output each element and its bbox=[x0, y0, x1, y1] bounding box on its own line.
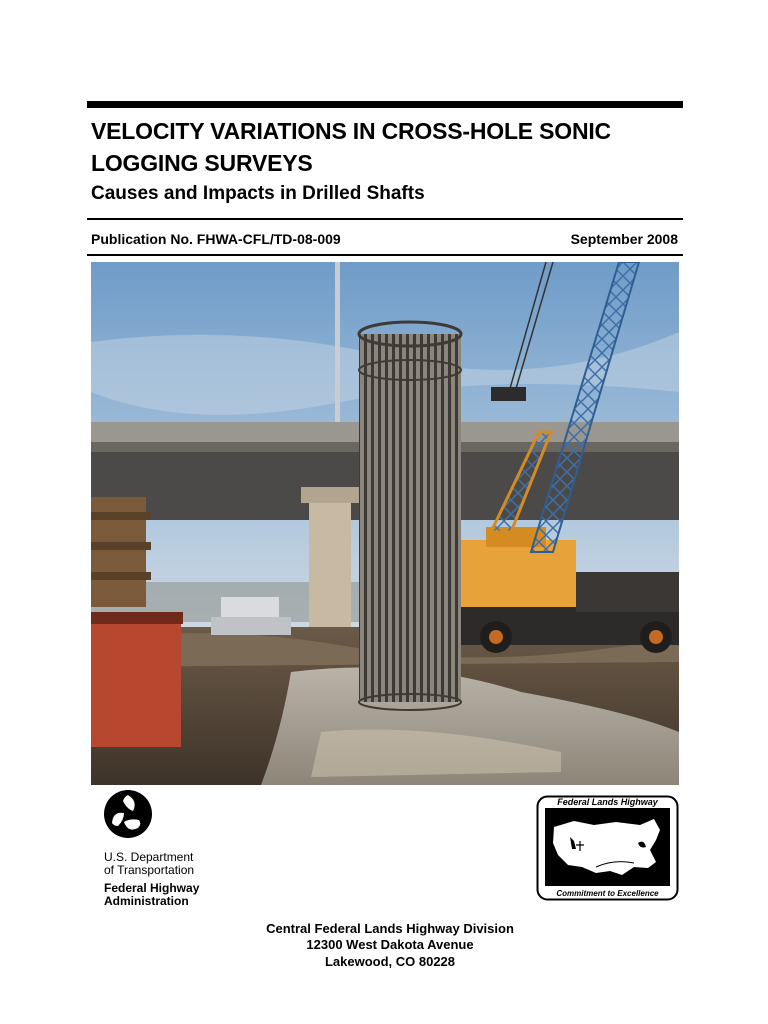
divider-rule-lower bbox=[87, 254, 683, 256]
address-line-3: Lakewood, CO 80228 bbox=[324, 954, 456, 969]
federal-lands-highway-logo bbox=[536, 795, 679, 901]
cover-photo bbox=[91, 262, 679, 785]
top-rule bbox=[87, 101, 683, 108]
flh-logo-top-text: Federal Lands Highway bbox=[557, 797, 658, 807]
title-line-1: VELOCITY VARIATIONS IN CROSS-HOLE SONIC bbox=[91, 118, 611, 144]
address-line-1: Central Federal Lands Highway Division bbox=[266, 921, 514, 936]
subtitle: Causes and Impacts in Drilled Shafts bbox=[91, 183, 425, 204]
publication-date: September 2008 bbox=[570, 231, 678, 247]
usdot-logo bbox=[103, 789, 153, 839]
publication-number: Publication No. FHWA-CFL/TD-08-009 bbox=[91, 231, 341, 247]
fhwa-name-line-2: Administration bbox=[104, 894, 189, 908]
title-line-2: LOGGING SURVEYS bbox=[91, 150, 313, 176]
flh-logo-bottom-text: Commitment to Excellence bbox=[556, 889, 659, 898]
address-line-2: 12300 West Dakota Avenue bbox=[306, 937, 474, 952]
divider-rule-upper bbox=[87, 218, 683, 220]
dot-name-line-1: U.S. Department bbox=[104, 850, 194, 864]
dot-name-line-2: of Transportation bbox=[104, 863, 195, 877]
fhwa-name-line-1: Federal Highway bbox=[104, 881, 200, 895]
